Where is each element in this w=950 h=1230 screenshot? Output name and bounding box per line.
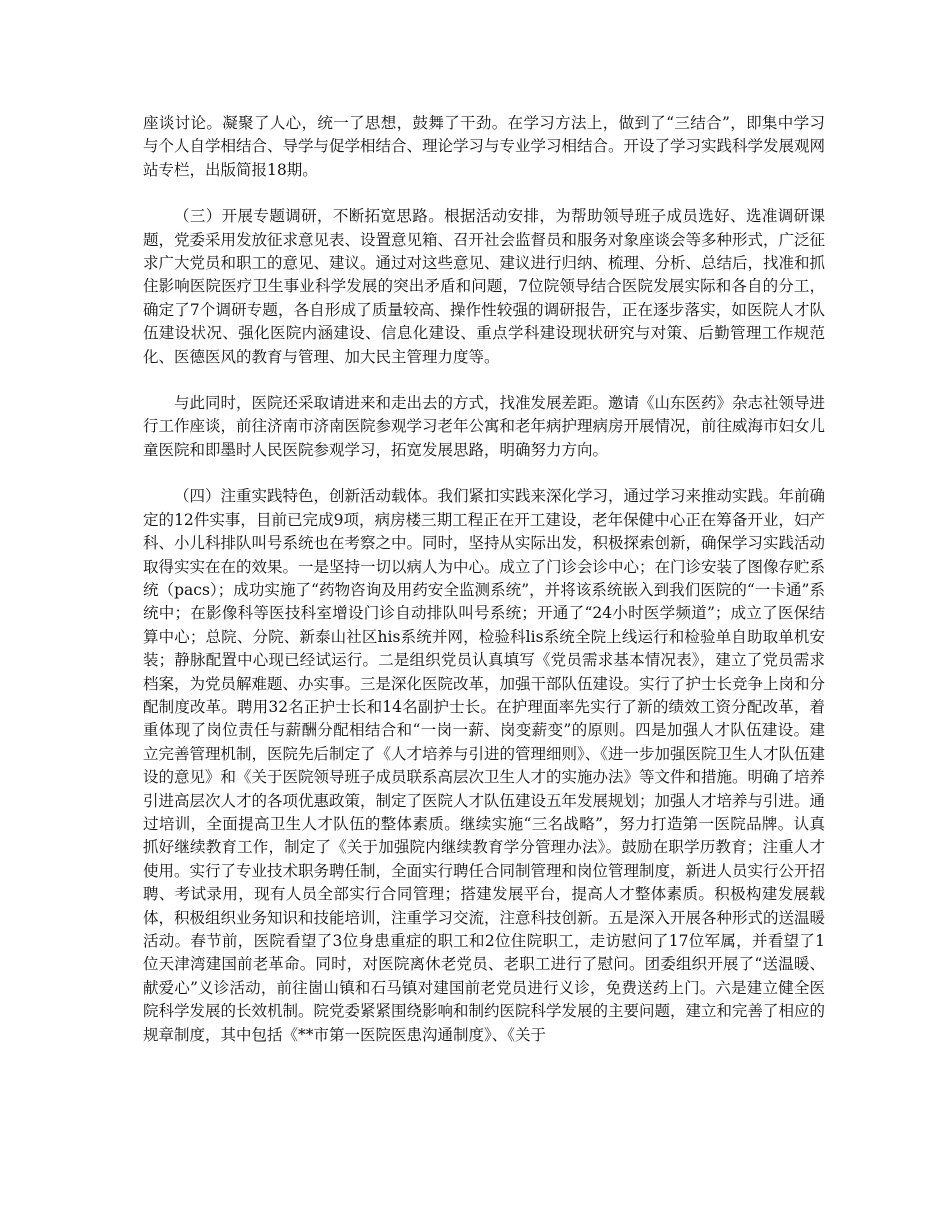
paragraph-4: （四）注重实践特色，创新活动载体。我们紧扣实践来深化学习，通过学习来推动实践。年前确定的12件实事，目前已完成9项，病房楼三期工程正在开工建设，老年保健中心正在筹备开业，妇产科、小儿科排队叫号系统也在考察之中。同时，坚持从实际出发，积极探索创新，确保学习实践活动取得实实在在的效果。一是坚持一切以病人为中心。成立了门诊会诊中心；在门诊安装了图像存贮系统（pacs）；成功实施了“药物咨询及用药安全监测系统”，并将该系统嵌入到我们医院的“一卡通”系统中；在影像科等医技科室增设门诊自动排队叫号系统；开通了“24小时医学频道”；成立了医保结算中心；总院、分院、新泰山社区his系统并网，检验科lis系统全院上线运行和检验单自助取单机安装；静脉配置中心现已经试运行。二是组织党员认真填写《党员需求基本情况表》，建立了党员需求档案，为党员解难题、办实事。三是深化医院改革，加强干部队伍建设。实行了护士长竞争上岗和分配制度改革。聘用32名正护士长和14名副护士长。在护理面率先实行了新的绩效工资分配改革，着重体现了岗位责任与薪酬分配相结合和“一岗一薪、岗变薪变”的原则。四是加强人才队伍建设。建立完善管理机制，医院先后制定了《人才培养与引进的管理细则》、《进一步加强医院卫生人才队伍建设的意见》和《关于医院领导班子成员联系高层次卫生人才的实施办法》等文件和措施。明确了培养引进高层次人才的各项优惠政策，制定了医院人才队伍建设五年发展规划；加强人才培养与引进。通过培训，全面提高卫生人才队伍的整体素质。继续实施“三名战略”，努力打造第一医院品牌。认真抓好继续教育工作，制定了《关于加强院内继续教育学分管理办法》。鼓励在职学历教育；注重人才使用。实行了专业技术职务聘任制，全面实行聘任合同制管理和岗位管理制度，新进人员实行公开招聘、考试录用，现有人员全部实行合同管理；搭建发展平台，提高人才整体素质。积极构建发展载体，积极组织业务知识和技能培训，注重学习交流，注意科技创新。五是深入开展各种形式的送温暖活动。春节前，医院看望了3位身患重症的职工和2位住院职工，走访慰问了17位军属，并看望了1位天津湾建国前老革命。同时，对医院离休老党员、老职工进行了慰问。团委组织开展了“送温暖、献爱心”义诊活动，前往崮山镇和石马镇对建国前老党员进行义诊，免费送药上门。六是建立健全医院科学发展的长效机制。院党委紧紧围绕影响和制约医院科学发展的主要问题，建立和完善了相应的规章制度，其中包括《**市第一医院医患沟通制度》、《关于 <box>143 487 826 1044</box>
document-page <box>143 112 825 1070</box>
paragraph-2: （三）开展专题调研，不断拓宽思路。根据活动安排，为帮助领导班子成员选好、选准调研课题，党委采用发放征求意见表、设置意见箱、召开社会监督员和服务对象座谈会等多种形式，广泛征求广大党员和职工的意见、建议。通过对这些意见、建议进行归纳、梳理、分析、总结后，找准和抓住影响医院医疗卫生事业科学发展的突出矛盾和问题，7位院领导结合医院发展实际和各自的分工，确定了7个调研专题，各自形成了质量较高、操作性较强的调研报告，正在逐步落实，如医院人才队伍建设状况、强化医院内涵建设、信息化建设、重点学科建设现状研究与对策、后勤管理工作规范化、医德医风的教育与管理、加大民主管理力度等。 <box>143 207 826 366</box>
paragraph-1: 座谈讨论。凝聚了人心，统一了思想，鼓舞了干劲。在学习方法上，做到了“三结合”，即集中学习与个人自学相结合、导学与促学相结合、理论学习与专业学习相结合。开设了学习实践科学发展观网站专栏，出版简报18期。 <box>143 114 826 179</box>
paragraph-3: 与此同时，医院还采取请进来和走出去的方式，找准发展差距。邀请《山东医药》杂志社领导进行工作座谈，前往济南市济南医院参观学习老年公寓和老年病护理病房开展情况，前往威海市妇女儿童医院和即墨时人民医院参观学习，拓宽发展思路，明确努力方向。 <box>143 394 826 459</box>
